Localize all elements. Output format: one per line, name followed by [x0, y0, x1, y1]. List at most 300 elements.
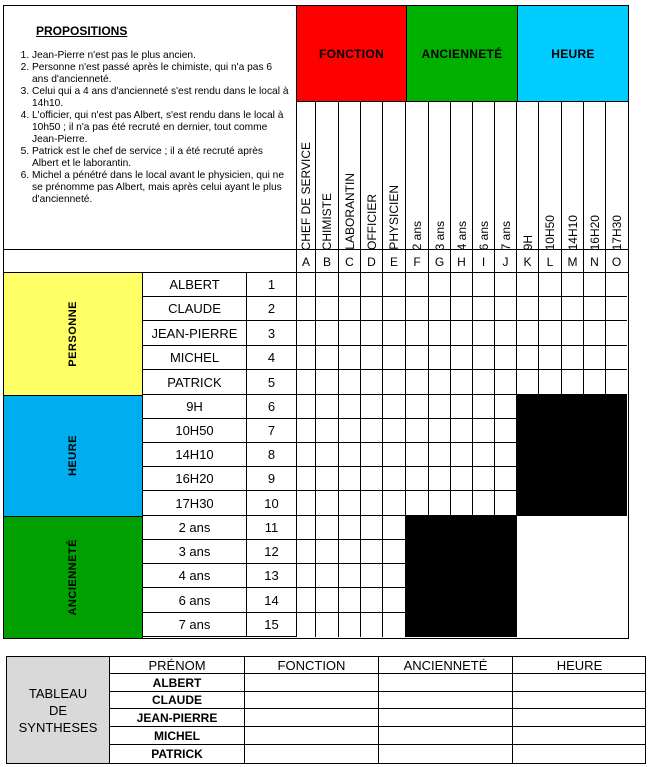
grid-cell[interactable] — [473, 346, 495, 370]
grid-cell-blocked — [606, 491, 627, 516]
row-group-anciennete — [4, 517, 143, 638]
grid-cell[interactable] — [339, 491, 361, 516]
grid-cell[interactable] — [473, 370, 495, 395]
grid-cell[interactable] — [361, 540, 383, 564]
grid-cell-unused — [517, 516, 539, 540]
grid-cell-blocked — [539, 443, 562, 467]
grid-cell[interactable] — [429, 370, 451, 395]
column-header-label: LABORANTIN — [342, 173, 357, 250]
grid-cell[interactable] — [316, 395, 339, 419]
grid-cell[interactable] — [451, 443, 473, 467]
grid-cell[interactable] — [539, 370, 562, 395]
grid-cell[interactable] — [316, 516, 339, 540]
grid-cell[interactable] — [606, 321, 627, 346]
grid-cell-unused — [606, 588, 627, 613]
grid-cell[interactable] — [339, 346, 361, 370]
proposition-item: 5. Patrick est le chef de service ; il a été recruté après Albert et le laborantin. — [32, 146, 290, 170]
grid-cell[interactable] — [539, 321, 562, 346]
row-number: 15 — [247, 613, 297, 637]
grid-cell[interactable] — [361, 297, 383, 321]
row-number: 6 — [247, 395, 297, 419]
summary-answer-cell[interactable] — [379, 727, 513, 745]
grid-cell[interactable] — [339, 540, 361, 564]
grid-cell-blocked — [562, 467, 584, 491]
grid-cell[interactable] — [495, 443, 517, 467]
grid-cell[interactable] — [517, 321, 539, 346]
grid-cell-blocked — [562, 443, 584, 467]
grid-cell-blocked — [584, 467, 606, 491]
grid-cell[interactable] — [429, 346, 451, 370]
grid-cell[interactable] — [451, 321, 473, 346]
grid-cell-blocked — [606, 467, 627, 491]
grid-cell[interactable] — [316, 346, 339, 370]
grid-cell[interactable] — [339, 467, 361, 491]
grid-cell[interactable] — [361, 491, 383, 516]
column-letter: G — [429, 250, 451, 273]
grid-cell[interactable] — [383, 613, 406, 637]
row-label-personne: JEAN-PIERRE — [143, 321, 247, 346]
grid-cell[interactable] — [584, 370, 606, 395]
grid-cell[interactable] — [383, 516, 406, 540]
grid-cell[interactable] — [383, 419, 406, 443]
summary-header: ANCIENNETÉ — [379, 657, 513, 674]
grid-cell-unused — [562, 613, 584, 637]
grid-cell[interactable] — [451, 395, 473, 419]
header-fonction: FONCTION — [297, 6, 407, 102]
grid-cell-blocked — [517, 419, 539, 443]
grid-cell[interactable] — [361, 346, 383, 370]
grid-cell-blocked — [429, 564, 451, 588]
grid-cell[interactable] — [316, 588, 339, 613]
column-letter: J — [495, 250, 517, 273]
grid-cell[interactable] — [297, 443, 316, 467]
column-header-heure — [562, 102, 584, 250]
grid-cell-blocked — [539, 395, 562, 419]
grid-cell-blocked — [584, 491, 606, 516]
grid-cell[interactable] — [495, 419, 517, 443]
grid-cell[interactable] — [316, 321, 339, 346]
grid-cell[interactable] — [316, 467, 339, 491]
summary-answer-cell[interactable] — [379, 745, 513, 763]
summary-answer-cell[interactable] — [245, 709, 379, 727]
row-label-heure: 17H30 — [143, 491, 247, 516]
grid-cell-blocked — [539, 491, 562, 516]
grid-cell[interactable] — [584, 346, 606, 370]
grid-cell[interactable] — [606, 370, 627, 395]
grid-cell-unused — [562, 516, 584, 540]
column-header-label: PHYSICIEN — [387, 185, 401, 250]
summary-answer-cell[interactable] — [513, 727, 646, 745]
grid-cell[interactable] — [339, 516, 361, 540]
grid-cell[interactable] — [339, 613, 361, 637]
column-header-label: 4 ans — [454, 220, 469, 250]
grid-cell-blocked — [584, 443, 606, 467]
grid-cell[interactable] — [339, 273, 361, 297]
grid-cell-blocked — [406, 588, 429, 613]
grid-cell[interactable] — [383, 564, 406, 588]
grid-cell[interactable] — [383, 395, 406, 419]
grid-cell[interactable] — [562, 297, 584, 321]
grid-cell[interactable] — [517, 273, 539, 297]
grid-cell-unused — [562, 588, 584, 613]
grid-cell[interactable] — [361, 370, 383, 395]
column-header-fonction — [339, 102, 361, 250]
summary-answer-cell[interactable] — [245, 674, 379, 692]
grid-cell[interactable] — [606, 297, 627, 321]
grid-cell[interactable] — [473, 297, 495, 321]
column-letter: B — [316, 250, 339, 273]
summary-name: MICHEL — [110, 727, 245, 745]
grid-cell-unused — [517, 540, 539, 564]
grid-cell[interactable] — [473, 443, 495, 467]
grid-cell[interactable] — [297, 321, 316, 346]
grid-cell[interactable] — [297, 613, 316, 637]
grid-cell[interactable] — [361, 467, 383, 491]
grid-cell[interactable] — [429, 443, 451, 467]
grid-cell-unused — [517, 588, 539, 613]
column-header-heure — [539, 102, 562, 250]
column-header-anciennete — [495, 102, 517, 250]
grid-cell[interactable] — [316, 613, 339, 637]
grid-cell[interactable] — [495, 273, 517, 297]
grid-cell[interactable] — [429, 419, 451, 443]
column-header-anciennete — [451, 102, 473, 250]
grid-cell[interactable] — [473, 491, 495, 516]
grid-cell[interactable] — [495, 467, 517, 491]
grid-cell-blocked — [451, 588, 473, 613]
grid-cell[interactable] — [361, 395, 383, 419]
grid-cell[interactable] — [406, 491, 429, 516]
grid-cell[interactable] — [451, 297, 473, 321]
row-number: 5 — [247, 370, 297, 395]
row-label-heure: 9H — [143, 395, 247, 419]
grid-cell[interactable] — [297, 516, 316, 540]
grid-cell-blocked — [606, 443, 627, 467]
row-label-anciennete: 7 ans — [143, 613, 247, 637]
grid-cell-blocked — [429, 540, 451, 564]
grid-cell[interactable] — [584, 297, 606, 321]
grid-cell-blocked — [473, 516, 495, 540]
summary-answer-cell[interactable] — [245, 692, 379, 709]
grid-cell[interactable] — [584, 273, 606, 297]
grid-cell[interactable] — [339, 588, 361, 613]
grid-cell[interactable] — [297, 419, 316, 443]
grid-cell[interactable] — [451, 346, 473, 370]
column-header-label: OFFICIER — [364, 194, 379, 250]
grid-cell[interactable] — [361, 564, 383, 588]
row-label-personne: PATRICK — [143, 370, 247, 395]
grid-cell-unused — [606, 564, 627, 588]
grid-cell-blocked — [429, 613, 451, 637]
grid-cell[interactable] — [451, 419, 473, 443]
grid-cell[interactable] — [383, 321, 406, 346]
grid-cell[interactable] — [584, 321, 606, 346]
row-number: 9 — [247, 467, 297, 491]
grid-cell[interactable] — [339, 443, 361, 467]
grid-cell[interactable] — [406, 467, 429, 491]
grid-cell[interactable] — [383, 273, 406, 297]
column-header-anciennete — [406, 102, 429, 250]
column-header-label: 3 ans — [432, 220, 447, 250]
grid-cell[interactable] — [406, 443, 429, 467]
grid-cell[interactable] — [429, 467, 451, 491]
summary-header: PRÉNOM — [110, 657, 245, 674]
grid-cell[interactable] — [383, 297, 406, 321]
grid-cell[interactable] — [316, 540, 339, 564]
grid-cell[interactable] — [339, 395, 361, 419]
grid-cell[interactable] — [361, 516, 383, 540]
grid-cell[interactable] — [297, 346, 316, 370]
grid-cell[interactable] — [473, 273, 495, 297]
column-header-fonction — [361, 102, 383, 250]
grid-cell[interactable] — [361, 419, 383, 443]
grid-cell[interactable] — [429, 273, 451, 297]
grid-cell[interactable] — [383, 491, 406, 516]
row-number: 14 — [247, 588, 297, 613]
grid-cell[interactable] — [429, 321, 451, 346]
row-group-heure — [4, 396, 143, 517]
grid-cell[interactable] — [429, 491, 451, 516]
grid-cell[interactable] — [297, 540, 316, 564]
grid-cell[interactable] — [406, 346, 429, 370]
grid-cell[interactable] — [297, 467, 316, 491]
row-label-anciennete: 4 ans — [143, 564, 247, 588]
summary-header: FONCTION — [245, 657, 379, 674]
grid-cell[interactable] — [539, 346, 562, 370]
grid-cell[interactable] — [517, 370, 539, 395]
grid-cell[interactable] — [606, 346, 627, 370]
grid-cell-blocked — [473, 588, 495, 613]
grid-cell[interactable] — [451, 467, 473, 491]
grid-cell-blocked — [517, 467, 539, 491]
row-number: 8 — [247, 443, 297, 467]
row-label-personne: CLAUDE — [143, 297, 247, 321]
grid-cell-blocked — [406, 564, 429, 588]
row-number: 4 — [247, 346, 297, 370]
grid-cell[interactable] — [339, 297, 361, 321]
grid-cell[interactable] — [562, 273, 584, 297]
column-letter: K — [517, 250, 539, 273]
grid-cell[interactable] — [297, 395, 316, 419]
summary-answer-cell[interactable] — [245, 745, 379, 763]
grid-cell[interactable] — [297, 273, 316, 297]
summary-answer-cell[interactable] — [245, 727, 379, 745]
row-label-heure: 10H50 — [143, 419, 247, 443]
row-group-anciennete-label: ANCIENNETÉ — [67, 539, 79, 616]
grid-cell[interactable] — [562, 370, 584, 395]
summary-answer-cell[interactable] — [513, 692, 646, 709]
grid-cell-unused — [562, 564, 584, 588]
row-label-anciennete: 6 ans — [143, 588, 247, 613]
propositions-title: PROPOSITIONS — [36, 24, 128, 38]
grid-cell[interactable] — [361, 321, 383, 346]
column-header-label: 10H50 — [543, 214, 557, 250]
row-label-personne: MICHEL — [143, 346, 247, 370]
grid-cell[interactable] — [517, 297, 539, 321]
grid-cell[interactable] — [316, 370, 339, 395]
column-headers — [297, 102, 628, 250]
column-header-fonction — [297, 102, 316, 250]
grid-cell-blocked — [584, 395, 606, 419]
grid-cell[interactable] — [495, 491, 517, 516]
column-header-anciennete — [473, 102, 495, 250]
grid-cell-blocked — [406, 613, 429, 637]
grid-cell[interactable] — [339, 321, 361, 346]
column-header-heure — [517, 102, 539, 250]
grid-cell-unused — [539, 540, 562, 564]
grid-cell-blocked — [517, 491, 539, 516]
grid-cell-blocked — [495, 540, 517, 564]
grid-cell[interactable] — [316, 297, 339, 321]
grid-cell-unused — [539, 613, 562, 637]
grid-cell[interactable] — [361, 273, 383, 297]
grid-cell[interactable] — [297, 588, 316, 613]
column-header-heure — [606, 102, 627, 250]
grid-cell-blocked — [473, 564, 495, 588]
row-number: 2 — [247, 297, 297, 321]
summary-answer-cell[interactable] — [379, 709, 513, 727]
grid-cell[interactable] — [383, 540, 406, 564]
grid-cell-unused — [584, 588, 606, 613]
grid-cell[interactable] — [562, 346, 584, 370]
summary-answer-cell[interactable] — [513, 674, 646, 692]
row-number: 10 — [247, 491, 297, 516]
grid-cell[interactable] — [517, 346, 539, 370]
grid-cell-blocked — [495, 588, 517, 613]
column-letter: E — [383, 250, 406, 273]
grid-cell[interactable] — [316, 491, 339, 516]
grid-cell[interactable] — [473, 419, 495, 443]
grid-cell[interactable] — [473, 321, 495, 346]
grid-cell-blocked — [451, 516, 473, 540]
grid-cell[interactable] — [406, 273, 429, 297]
row-label-anciennete: 2 ans — [143, 516, 247, 540]
column-letter: C — [339, 250, 361, 273]
grid-cell[interactable] — [316, 564, 339, 588]
grid-cell-blocked — [517, 395, 539, 419]
grid-cell-blocked — [495, 613, 517, 637]
grid-cell[interactable] — [316, 443, 339, 467]
summary-name: CLAUDE — [110, 692, 245, 709]
grid-cell-unused — [539, 516, 562, 540]
grid-cell[interactable] — [339, 370, 361, 395]
grid-cell[interactable] — [495, 370, 517, 395]
grid-cell-unused — [606, 613, 627, 637]
grid-cell[interactable] — [495, 346, 517, 370]
summary-label-line: DE — [48, 702, 68, 718]
grid-cell-blocked — [539, 467, 562, 491]
row-number: 3 — [247, 321, 297, 346]
grid-cell[interactable] — [316, 419, 339, 443]
grid-cell[interactable] — [383, 370, 406, 395]
grid-cell-blocked — [606, 419, 627, 443]
grid-cell[interactable] — [473, 467, 495, 491]
grid-cell-blocked — [495, 564, 517, 588]
column-header-label: 9H — [520, 234, 535, 250]
column-letter: A — [297, 250, 316, 273]
row-group-personne — [4, 273, 143, 396]
grid-cell-blocked — [451, 613, 473, 637]
summary-label-cell — [7, 657, 110, 763]
grid-cell-blocked — [406, 516, 429, 540]
grid-cell-unused — [539, 588, 562, 613]
column-letter: I — [473, 250, 495, 273]
grid-cell[interactable] — [473, 395, 495, 419]
summary-name: JEAN-PIERRE — [110, 709, 245, 727]
grid-cell[interactable] — [316, 273, 339, 297]
grid-cell-blocked — [517, 443, 539, 467]
grid-cell-blocked — [562, 395, 584, 419]
grid-cell[interactable] — [429, 395, 451, 419]
grid-cell[interactable] — [406, 370, 429, 395]
grid-cell[interactable] — [339, 564, 361, 588]
header-heure: HEURE — [518, 6, 628, 102]
grid-cell[interactable] — [562, 321, 584, 346]
grid-cell[interactable] — [297, 370, 316, 395]
column-letter: F — [406, 250, 429, 273]
grid-cell-unused — [606, 540, 627, 564]
grid-cell[interactable] — [361, 588, 383, 613]
grid-cell[interactable] — [406, 321, 429, 346]
grid-cell[interactable] — [383, 346, 406, 370]
grid-cell[interactable] — [495, 321, 517, 346]
summary-answer-cell[interactable] — [513, 709, 646, 727]
grid-cell[interactable] — [495, 297, 517, 321]
column-header-fonction — [316, 102, 339, 250]
grid-cell[interactable] — [406, 395, 429, 419]
summary-name: PATRICK — [110, 745, 245, 763]
grid-cell[interactable] — [361, 443, 383, 467]
summary-answer-cell[interactable] — [513, 745, 646, 763]
grid-cell[interactable] — [451, 491, 473, 516]
grid-cell-unused — [539, 564, 562, 588]
grid-cell[interactable] — [606, 273, 627, 297]
column-header-label: 2 ans — [410, 220, 424, 250]
row-label-heure: 16H20 — [143, 467, 247, 491]
grid-cell[interactable] — [451, 273, 473, 297]
grid-cell[interactable] — [539, 273, 562, 297]
grid-cell[interactable] — [297, 564, 316, 588]
grid-cell[interactable] — [361, 613, 383, 637]
grid-cell[interactable] — [383, 467, 406, 491]
grid-cell-blocked — [429, 588, 451, 613]
grid-cell[interactable] — [297, 491, 316, 516]
column-letter: H — [451, 250, 473, 273]
grid-cell[interactable] — [429, 297, 451, 321]
column-header-label: 6 ans — [476, 220, 491, 250]
grid-cell[interactable] — [383, 443, 406, 467]
grid-cell[interactable] — [297, 297, 316, 321]
proposition-item: 1. Jean-Pierre n'est pas le plus ancien. — [32, 50, 290, 62]
grid-cell[interactable] — [406, 419, 429, 443]
summary-answer-cell[interactable] — [379, 692, 513, 709]
grid-cell-blocked — [451, 564, 473, 588]
proposition-item: 6. Michel a pénétré dans le local avant le physicien, qui ne se prénomme pas Albert, mais après celui ayant le plus d'ancienneté. — [32, 170, 290, 206]
grid-cell[interactable] — [406, 297, 429, 321]
grid-cell[interactable] — [451, 370, 473, 395]
grid-cell[interactable] — [383, 588, 406, 613]
column-letter: D — [361, 250, 383, 273]
summary-answer-cell[interactable] — [379, 674, 513, 692]
grid-cell[interactable] — [339, 419, 361, 443]
grid-cell-blocked — [562, 491, 584, 516]
row-label-anciennete: 3 ans — [143, 540, 247, 564]
grid-cell-unused — [584, 613, 606, 637]
propositions-panel — [4, 6, 297, 250]
grid-cell[interactable] — [495, 395, 517, 419]
grid-rows — [143, 273, 629, 639]
grid-cell[interactable] — [539, 297, 562, 321]
